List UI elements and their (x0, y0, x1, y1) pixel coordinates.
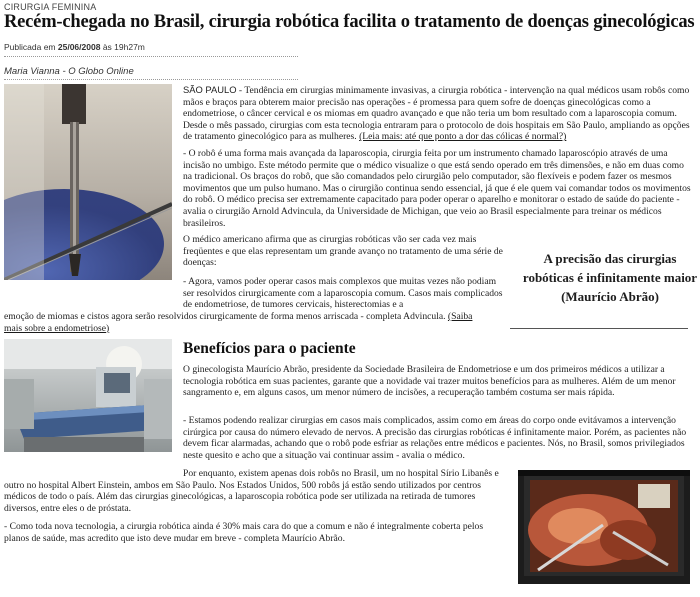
section-tag: CIRURGIA FEMININA (4, 2, 97, 12)
paragraph-4: - Agora, vamos poder operar casos mais complexos que muitas vezes não podiam ser resolvidos cirurgicamente com a laparoscopia comum. Casos mais complicados de endometriose, de tumores cervicais, histerectomias e a (183, 276, 503, 311)
paragraph-6: - Estamos podendo realizar cirurgias em casos mais complicados, assim como em áreas do corpo onde evitávamos a intervenção cirúrgica por causa do número elevado de nervos. A precisão das cirurgias robóticas é infinitamente maior. Porém, as pacientes não devem ficar alarmadas, achando que o robô pode esfriar as relações entre médicos e pacientes. Nós, no Brasil, somos privilegiados neste quesito e acho que a situação vai continuar assim - avalia o médico. (183, 415, 687, 461)
paragraph-3: O médico americano afirma que as cirurgias robóticas vão ser cada vez mais freqüentes e que elas representam um grande avanço no tratamento de uma série de doenças: (183, 234, 503, 269)
published-time: 19h27m (114, 42, 145, 52)
paragraph-5: O ginecologista Maurício Abrão, presidente da Sociedade Brasileira de Endometriose e um dos primeiros médicos a utilizar a tecnologia robótica em suas pacientes, garante que a novidade vai trazer muitos benefícios para as mulheres. Além de um menor sangramento e, em alguns casos, um menor número de incisões, a recuperação também costuma ser mais rápida. (183, 364, 676, 399)
published-label: Publicada em (4, 42, 56, 52)
byline: Maria Vianna - O Globo Online (4, 66, 134, 77)
read-more-link-endometriose-a[interactable]: (Saiba (447, 311, 473, 322)
publication-date (4, 42, 145, 52)
paragraph-7: Por enquanto, existem apenas dois robôs no Brasil, um no hospital Sírio Libanês e outro no hospital Albert Einstein, ambos em São Paulo. Nos Estados Unidos, 500 robôs já estão sendo utilizados por centros médicos de todo o país. Além das cirurgias ginecológicas, a laparoscopia robótica pode ser utilizada na retirada de tumores diversos, entre eles o de próstata. (4, 468, 499, 514)
divider (4, 56, 298, 57)
paragraph-1-text: - Tendência em cirurgias minimamente invasivas, a cirurgia robótica - intervenção na qual médicos usam robôs como mãos e braços para obterem maior precisão nas operações - é promessa para quem sofre de doenças ginecológicas como a endometriose, o câncer cervical e os miomas em quadro avançado e que não teria um bom resultado com a laparoscopia comum. Desde o mês passado, cirurgias com esta tecnologia entraram para o protocolo de dois hospitais em São Paulo, ampliando as opções de tratamento ginecológico para as mulheres. (183, 85, 690, 143)
paragraph-2: - O robô é uma forma mais avançada da laparoscopia, cirurgia feita por um instrumento chamado laparoscópio através de uma incisão no umbigo. Este método permite que o médico visualize o que está sendo operado em três dimensões, e não em duas como na tradicional. Os braços do robô, que são comandados pelo cirurgião pelo computador, são flexíveis e podem fazer os mesmos movimentos que um pulso humano. Mas o cirurgião continua sendo essencial, já que é ele quem vai comandar todos os movimentos do robô. O médico precisa ser extremamente capacitado para poder operar o aparelho e monitorar o estado de saúde do paciente - avalia o cirurgião Arnold Advincula, da Universidade de Michigan, que veio ao Brasil especialmente para treinar os médicos brasileiros. (183, 148, 691, 229)
paragraph-4-cont-text: emoção de miomas e cistos agora serão resolvidos cirurgicamente de forma menos arriscada - completa Advincula. (4, 311, 448, 322)
pull-quote-rule (510, 328, 688, 329)
read-more-link-colicas[interactable]: (Leia mais: até que ponto a dor das cólicas é normal?) (359, 131, 567, 143)
subheading-beneficios: Benefícios para o paciente (183, 340, 356, 357)
published-time-prefix: às (102, 42, 112, 52)
published-date: 25/06/2008 (57, 42, 101, 52)
paragraph-4-continued (4, 311, 504, 334)
surgery-monitor-photo (518, 470, 690, 584)
paragraph-8: - Como toda nova tecnologia, a cirurgia robótica ainda é 30% mais cara do que a comum e não é integralmente coberta pelos planos de saúde, mas acredito que isto deve mudar em breve - completa Maurício Abrão. (4, 521, 484, 544)
operating-room-photo (4, 339, 172, 452)
read-more-link-endometriose-b[interactable]: mais sobre a endometriose) (4, 322, 110, 334)
divider (4, 79, 298, 80)
pull-quote: A precisão das cirurgias robóticas é infinitamente maior (Maurício Abrão) (522, 251, 698, 304)
robotic-instrument-photo (4, 84, 172, 280)
article-headline: Recém-chegada no Brasil, cirurgia robótica facilita o tratamento de doenças ginecológicas (4, 12, 695, 32)
paragraph-1 (183, 84, 695, 143)
dateline-city: SÃO PAULO (183, 84, 237, 95)
